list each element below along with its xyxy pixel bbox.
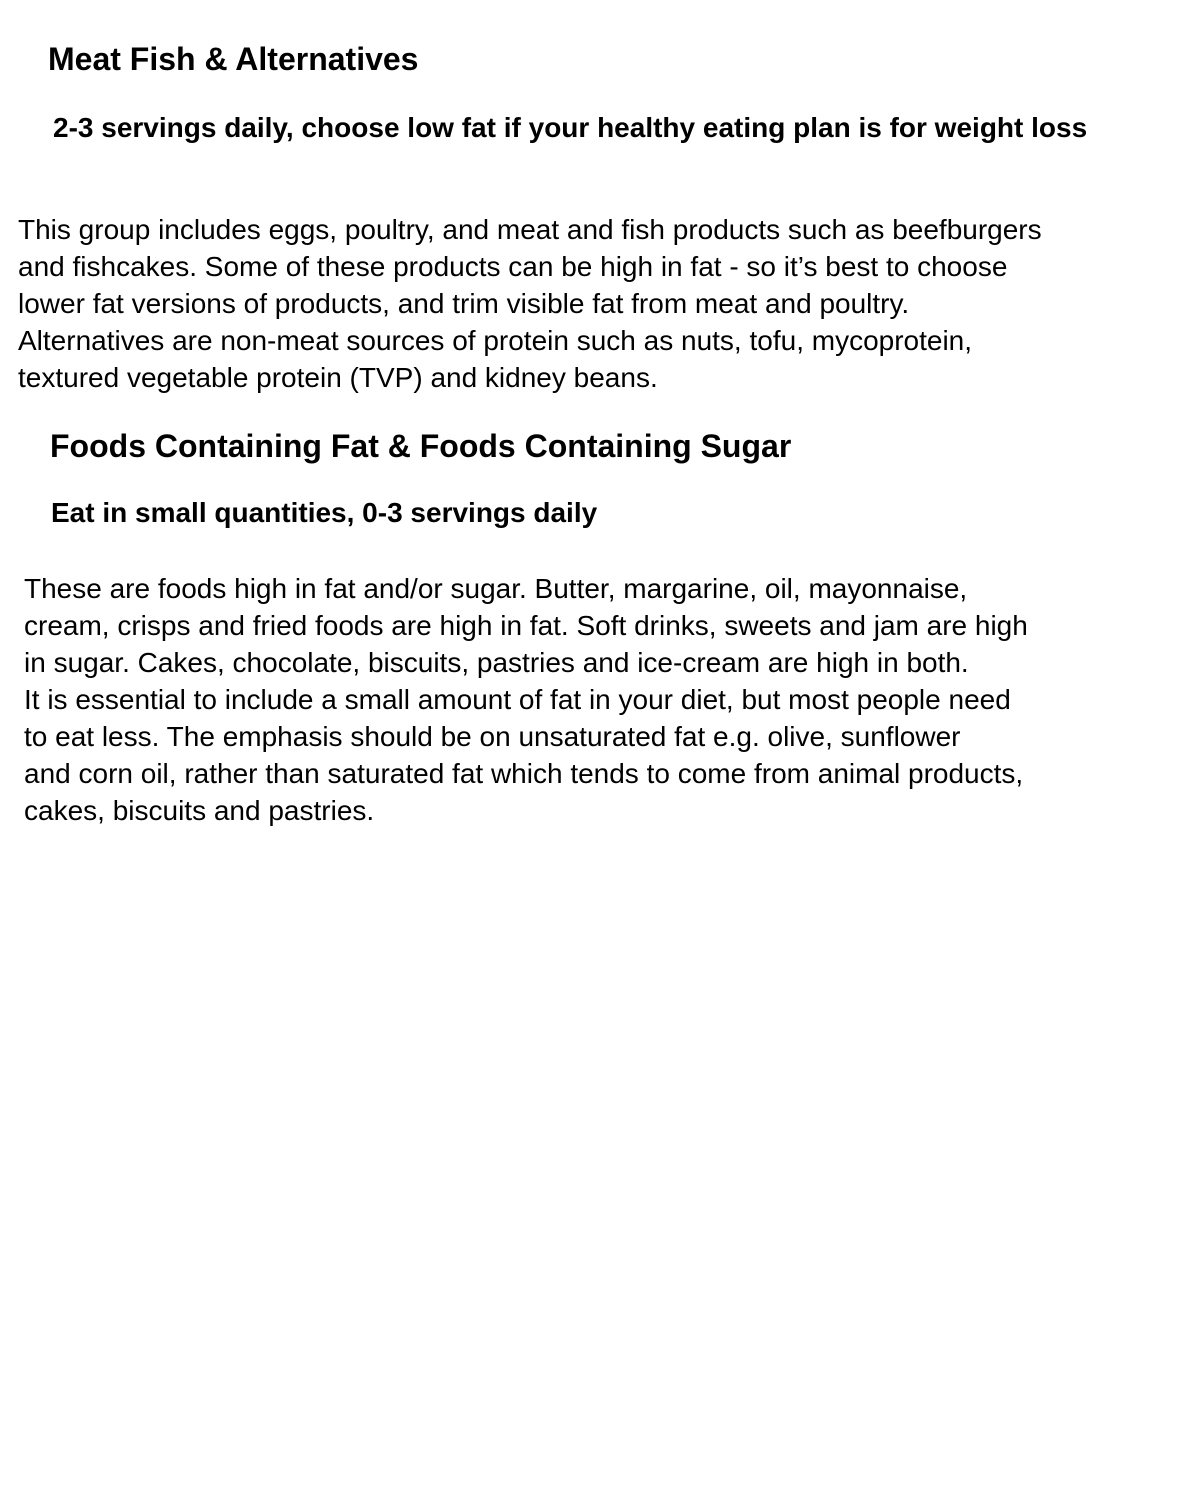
body-line: This group includes eggs, poultry, and meat and fish products such as beefburgers: [18, 214, 1042, 245]
body-line: cream, crisps and fried foods are high in fat. Soft drinks, sweets and jam are high: [24, 610, 1028, 641]
section-heading-meat-fish: Meat Fish & Alternatives: [48, 41, 419, 77]
body-line: cakes, biscuits and pastries.: [24, 795, 375, 826]
section-subheading-fat-sugar: Eat in small quantities, 0-3 servings daily: [51, 497, 598, 528]
section-body-fat-sugar: [24, 570, 1028, 829]
body-line: These are foods high in fat and/or sugar. Butter, margarine, oil, mayonnaise,: [24, 573, 968, 604]
body-line: and corn oil, rather than saturated fat which tends to come from animal products,: [24, 758, 1024, 789]
section-subheading-meat-fish: 2-3 servings daily, choose low fat if your healthy eating plan is for weight loss: [53, 112, 1088, 143]
body-line: Alternatives are non-meat sources of protein such as nuts, tofu, mycoprotein,: [18, 325, 973, 356]
body-line: in sugar. Cakes, chocolate, biscuits, pastries and ice-cream are high in both.: [24, 647, 969, 678]
body-line: lower fat versions of products, and trim visible fat from meat and poultry.: [18, 288, 910, 319]
section-heading-fat-sugar: Foods Containing Fat & Foods Containing Sugar: [50, 428, 792, 464]
body-line: and fishcakes. Some of these products can be high in fat - so it’s best to choose: [18, 251, 1008, 282]
body-line: to eat less. The emphasis should be on unsaturated fat e.g. olive, sunflower: [24, 721, 961, 752]
body-line: textured vegetable protein (TVP) and kidney beans.: [18, 362, 658, 393]
section-body-meat-fish: [18, 211, 1042, 396]
body-line: It is essential to include a small amount of fat in your diet, but most people need: [24, 684, 1011, 715]
